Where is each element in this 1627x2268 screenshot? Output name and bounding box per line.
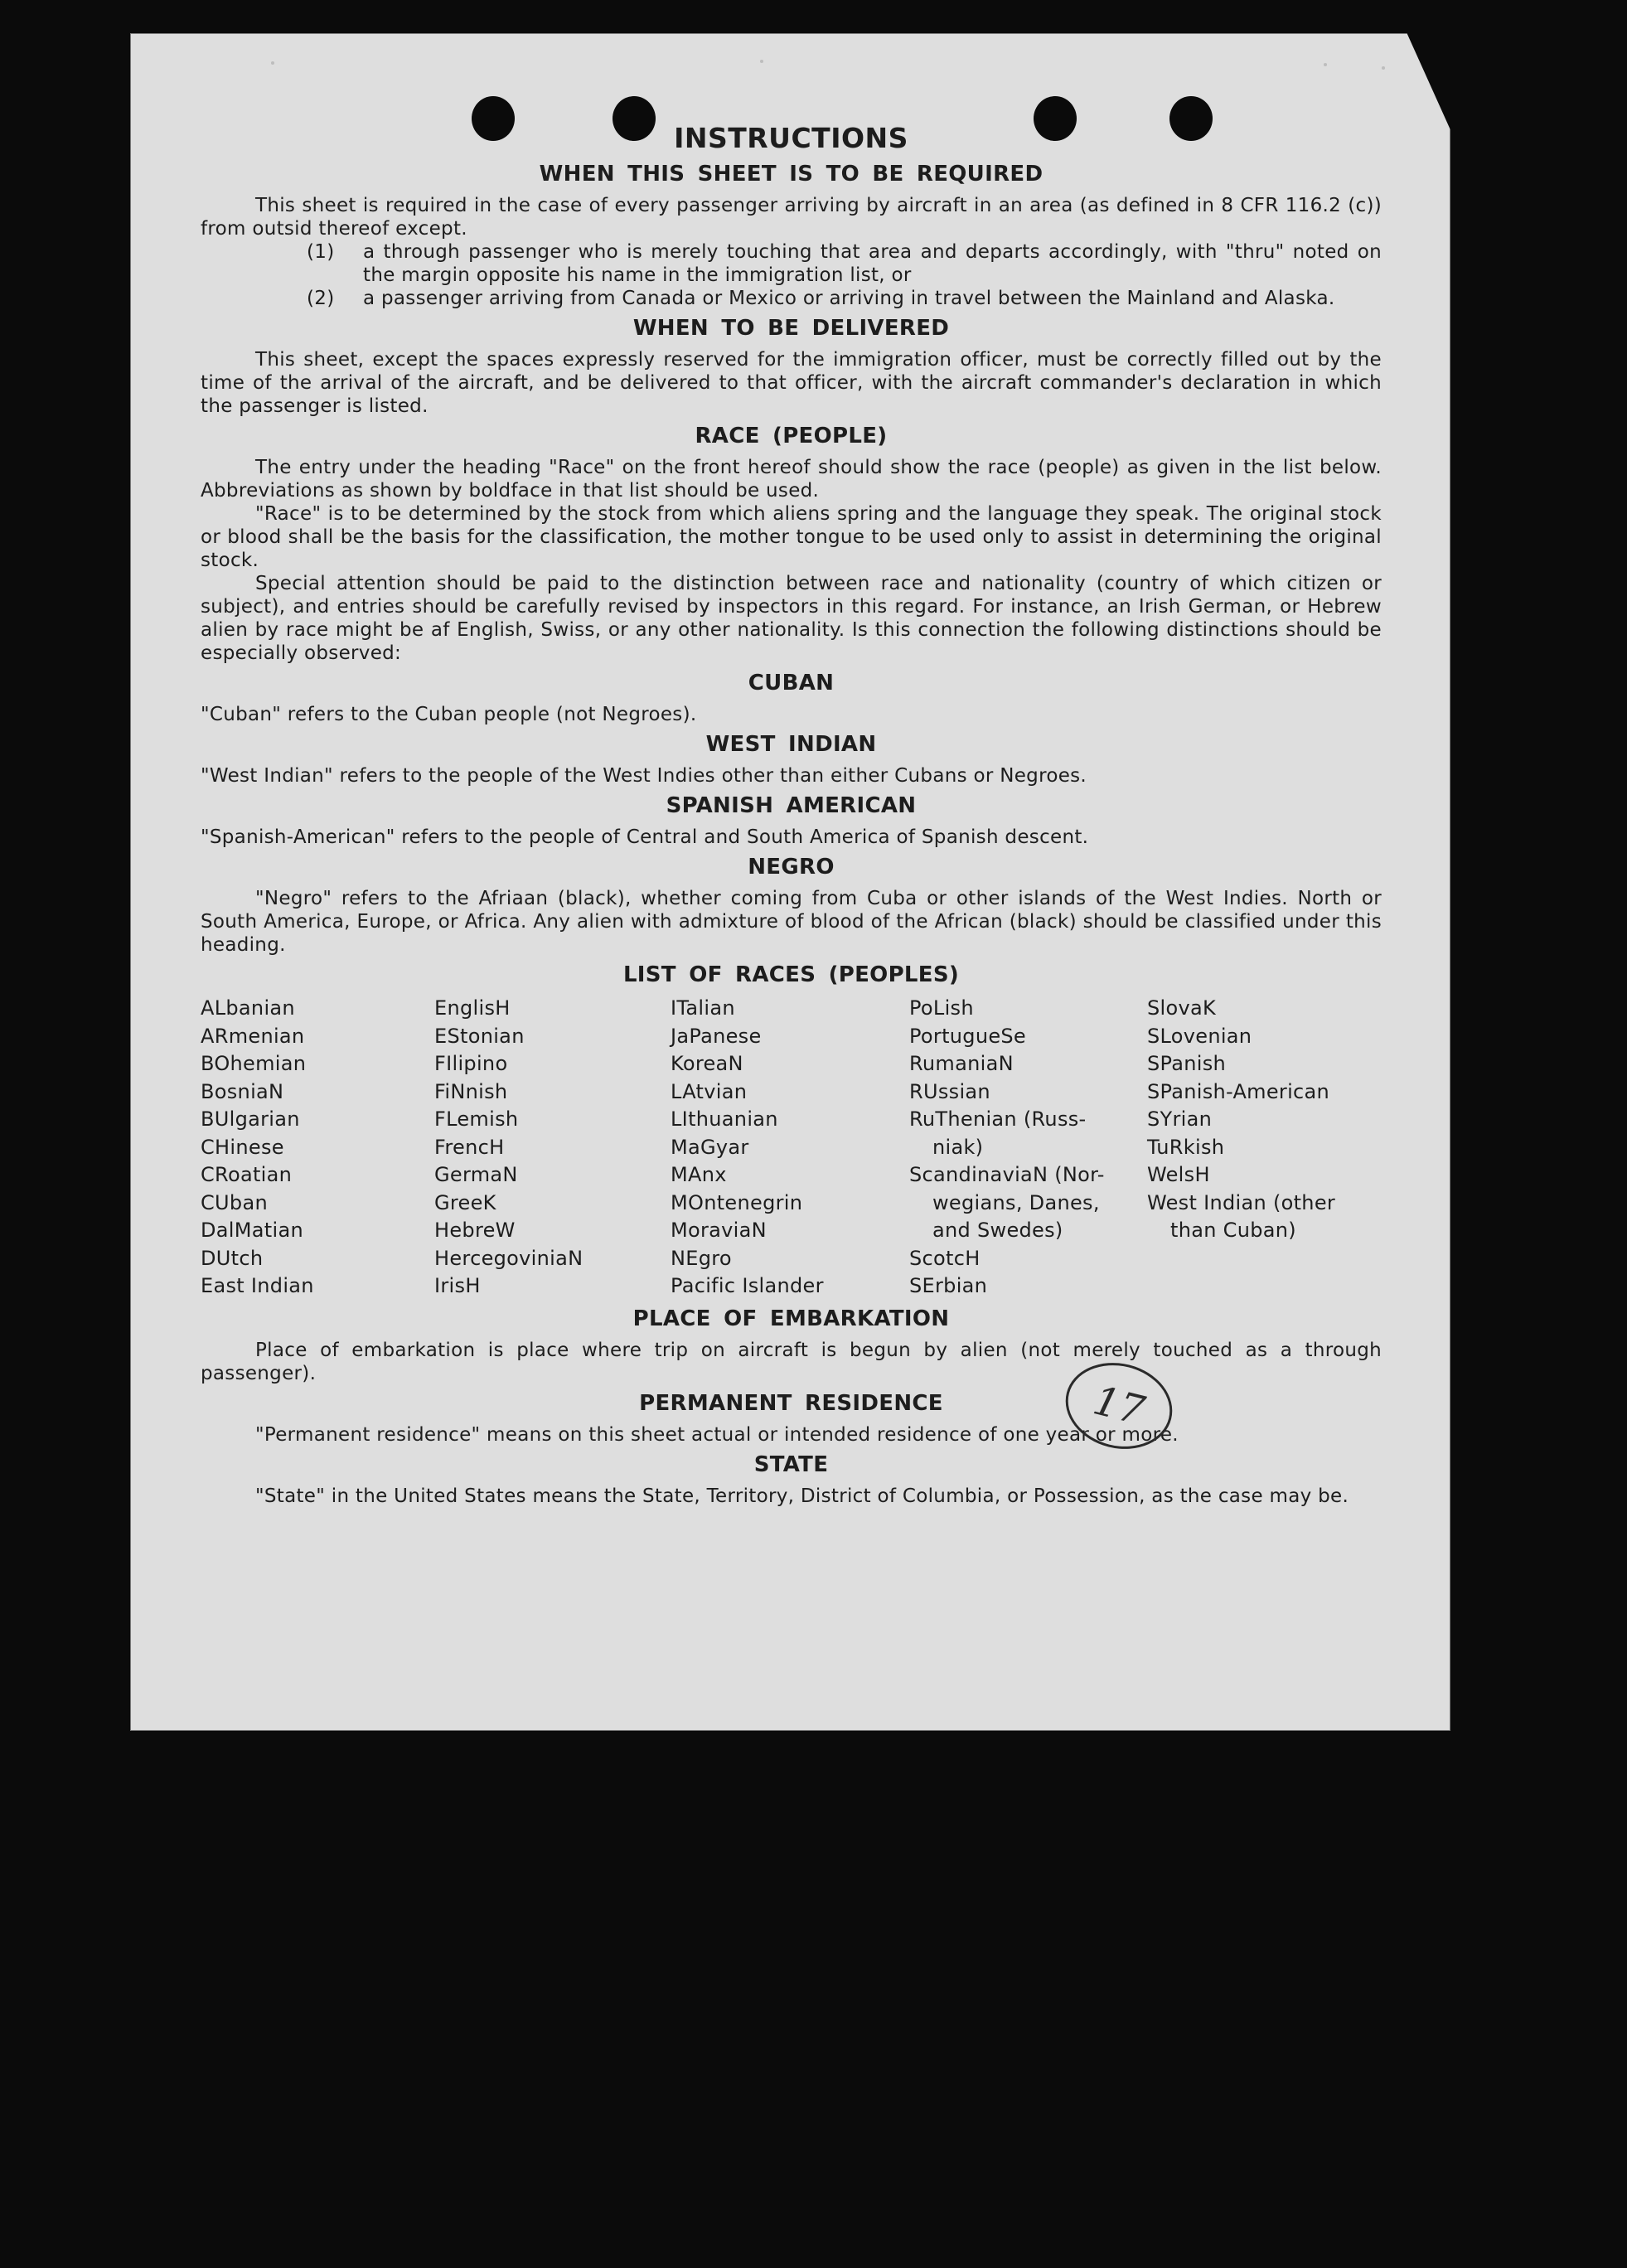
race-item: NEgro — [671, 1246, 732, 1270]
race-item: ARmenian — [201, 1024, 305, 1048]
race-item: ITalian — [671, 996, 735, 1020]
race-item: ScandinaviaN (Nor- — [909, 1163, 1105, 1186]
heading-cuban: CUBAN — [748, 671, 835, 695]
race-item: CHinese — [201, 1135, 284, 1159]
race-item: SPanish-American — [1146, 1079, 1330, 1103]
race-item-continued: wegians, Danes, — [932, 1190, 1100, 1214]
item-number: (1) — [307, 241, 335, 263]
race-item: FIlipino — [434, 1052, 508, 1075]
paragraph-race-2: "Race" is to be determined by the stock from which aliens spring and the language they speak. The original stock or blood shall be the basis for the classification, the mother tongue to be used only to assist in determining the original stock. — [201, 503, 1382, 571]
race-item: DalMatian — [201, 1219, 303, 1242]
instructions-content — [201, 121, 1382, 1508]
race-item: PoLish — [909, 996, 974, 1020]
heading-spanish-american: SPANISH AMERICAN — [666, 793, 917, 818]
race-item: LIthuanian — [671, 1107, 778, 1131]
races-column-4 — [909, 995, 1147, 1301]
race-item: IrisH — [434, 1274, 481, 1297]
paragraph-residence: "Permanent residence" means on this sheet actual or intended residence of one year or more. — [255, 1423, 1179, 1446]
race-item: SlovaK — [1146, 996, 1217, 1020]
race-item: HercegoviniaN — [434, 1246, 583, 1270]
item-number: (2) — [307, 288, 335, 309]
races-column-1 — [201, 995, 434, 1301]
race-item: BosniaN — [201, 1079, 284, 1103]
race-item: GreeK — [434, 1190, 496, 1214]
paragraph-race-3: Special attention should be paid to the distinction between race and nationality (country of which citizen or subject), and entries should be carefully revised by inspectors in this regard. For instance, an Irish German, or Hebrew alien by race might be af English, Swiss, or any other nationality. Is this connection the following distinctions should be especially observed: — [201, 573, 1382, 664]
paragraph-negro: "Negro" refers to the Afriaan (black), whether coming from Cuba or other islands of the West Indies. North or South America, Europe, or Africa. Any alien with admixture of blood of the African (black) should be classified under this heading. — [201, 888, 1382, 956]
race-item: RuThenian (Russ- — [909, 1107, 1087, 1131]
race-item: SErbian — [909, 1274, 988, 1297]
race-item: EnglisH — [434, 996, 511, 1020]
race-item: GermaN — [434, 1163, 518, 1186]
paragraph-west-indian: "West Indian" refers to the people of the West Indies other than either Cubans or Negroes. — [201, 765, 1087, 787]
paragraph-race-1: The entry under the heading "Race" on the front hereof should show the race (people) as given in the list below. Abbreviations as shown by boldface in that list should be used. — [201, 457, 1382, 502]
document-title: INSTRUCTIONS — [674, 122, 908, 154]
race-item: FrencH — [434, 1135, 505, 1159]
heading-when-delivered: WHEN TO BE DELIVERED — [632, 316, 950, 341]
paragraph-state: "State" in the United States means the State, Territory, District of Columbia, or Possession, as the case may be. — [255, 1485, 1349, 1507]
races-column-2 — [434, 995, 671, 1301]
races-list — [201, 995, 1382, 1301]
race-item-continued: than Cuban) — [1169, 1219, 1296, 1242]
race-item: ScotcH — [909, 1246, 981, 1270]
race-item: FLemish — [434, 1107, 519, 1131]
item-text: a passenger arriving from Canada or Mexico or arriving in travel between the Mainland and Alaska. — [363, 288, 1335, 309]
race-item: SYrian — [1146, 1107, 1213, 1131]
race-item: West Indian (other — [1146, 1190, 1336, 1214]
paragraph-delivered: This sheet, except the spaces expressly reserved for the immigration officer, must be correctly filled out by the time of the arrival of the aircraft, and be delivered to that officer, with the aircraft commander's declaration in which the passenger is listed. — [201, 349, 1382, 417]
handwritten-number: 17 — [1088, 1377, 1150, 1435]
race-item: SPanish — [1146, 1052, 1227, 1075]
race-item: WelsH — [1146, 1163, 1210, 1186]
races-column-3 — [671, 995, 909, 1301]
race-item: LAtvian — [671, 1079, 748, 1103]
race-item: CUban — [201, 1190, 268, 1214]
race-item: PortugueSe — [909, 1024, 1026, 1048]
race-item: RumaniaN — [909, 1052, 1014, 1075]
paragraph-embarkation: Place of embarkation is place where trip on aircraft is begun by alien (not merely touched as a through passenger). — [201, 1339, 1382, 1384]
race-item-continued: niak) — [932, 1135, 984, 1159]
heading-when-required: WHEN THIS SHEET IS TO BE REQUIRED — [539, 162, 1044, 187]
heading-race: RACE (PEOPLE) — [695, 424, 888, 448]
race-item: BUlgarian — [201, 1107, 300, 1131]
race-item: MaGyar — [671, 1135, 749, 1159]
list-item-exception-1 — [201, 240, 1382, 287]
race-item: East Indian — [201, 1274, 314, 1297]
heading-negro: NEGRO — [748, 855, 835, 880]
race-item: CRoatian — [201, 1163, 293, 1186]
list-item-exception-2 — [201, 287, 1382, 310]
race-item: RUssian — [909, 1079, 990, 1103]
race-item: TuRkish — [1146, 1135, 1225, 1159]
race-item: MOntenegrin — [671, 1190, 803, 1214]
races-column-5 — [1147, 995, 1382, 1301]
race-item: KoreaN — [671, 1052, 743, 1075]
paragraph-spanish-american: "Spanish-American" refers to the people of Central and South America of Spanish descent. — [201, 826, 1089, 848]
heading-list-of-races: LIST OF RACES (PEOPLES) — [622, 962, 960, 987]
race-item: BOhemian — [201, 1052, 307, 1075]
race-item: FiNnish — [434, 1079, 508, 1103]
race-item: HebreW — [434, 1219, 516, 1242]
race-item: JaPanese — [671, 1024, 762, 1048]
item-text: a through passenger who is merely touching that area and departs accordingly, with "thru" noted on the margin opposite his name in the immigration list, or — [363, 241, 1382, 286]
heading-permanent-residence: PERMANENT RESIDENCE — [639, 1390, 943, 1416]
heading-state: STATE — [753, 1451, 829, 1477]
race-item: EStonian — [434, 1024, 525, 1048]
paragraph-cuban: "Cuban" refers to the Cuban people (not Negroes). — [201, 704, 697, 725]
race-item: Pacific Islander — [671, 1274, 824, 1297]
race-item: MoraviaN — [671, 1219, 767, 1242]
heading-west-indian: WEST INDIAN — [705, 732, 877, 757]
race-item: MAnx — [671, 1163, 727, 1186]
paragraph-required-intro: This sheet is required in the case of every passenger arriving by aircraft in an area (as defined in 8 CFR 116.2 (c)) from outsid thereof except. — [201, 195, 1382, 240]
race-item: ALbanian — [201, 996, 295, 1020]
race-item-continued: and Swedes) — [932, 1219, 1063, 1242]
race-item: DUtch — [201, 1246, 264, 1270]
race-item: SLovenian — [1146, 1024, 1252, 1048]
heading-place-of-embarkation: PLACE OF EMBARKATION — [632, 1306, 950, 1331]
